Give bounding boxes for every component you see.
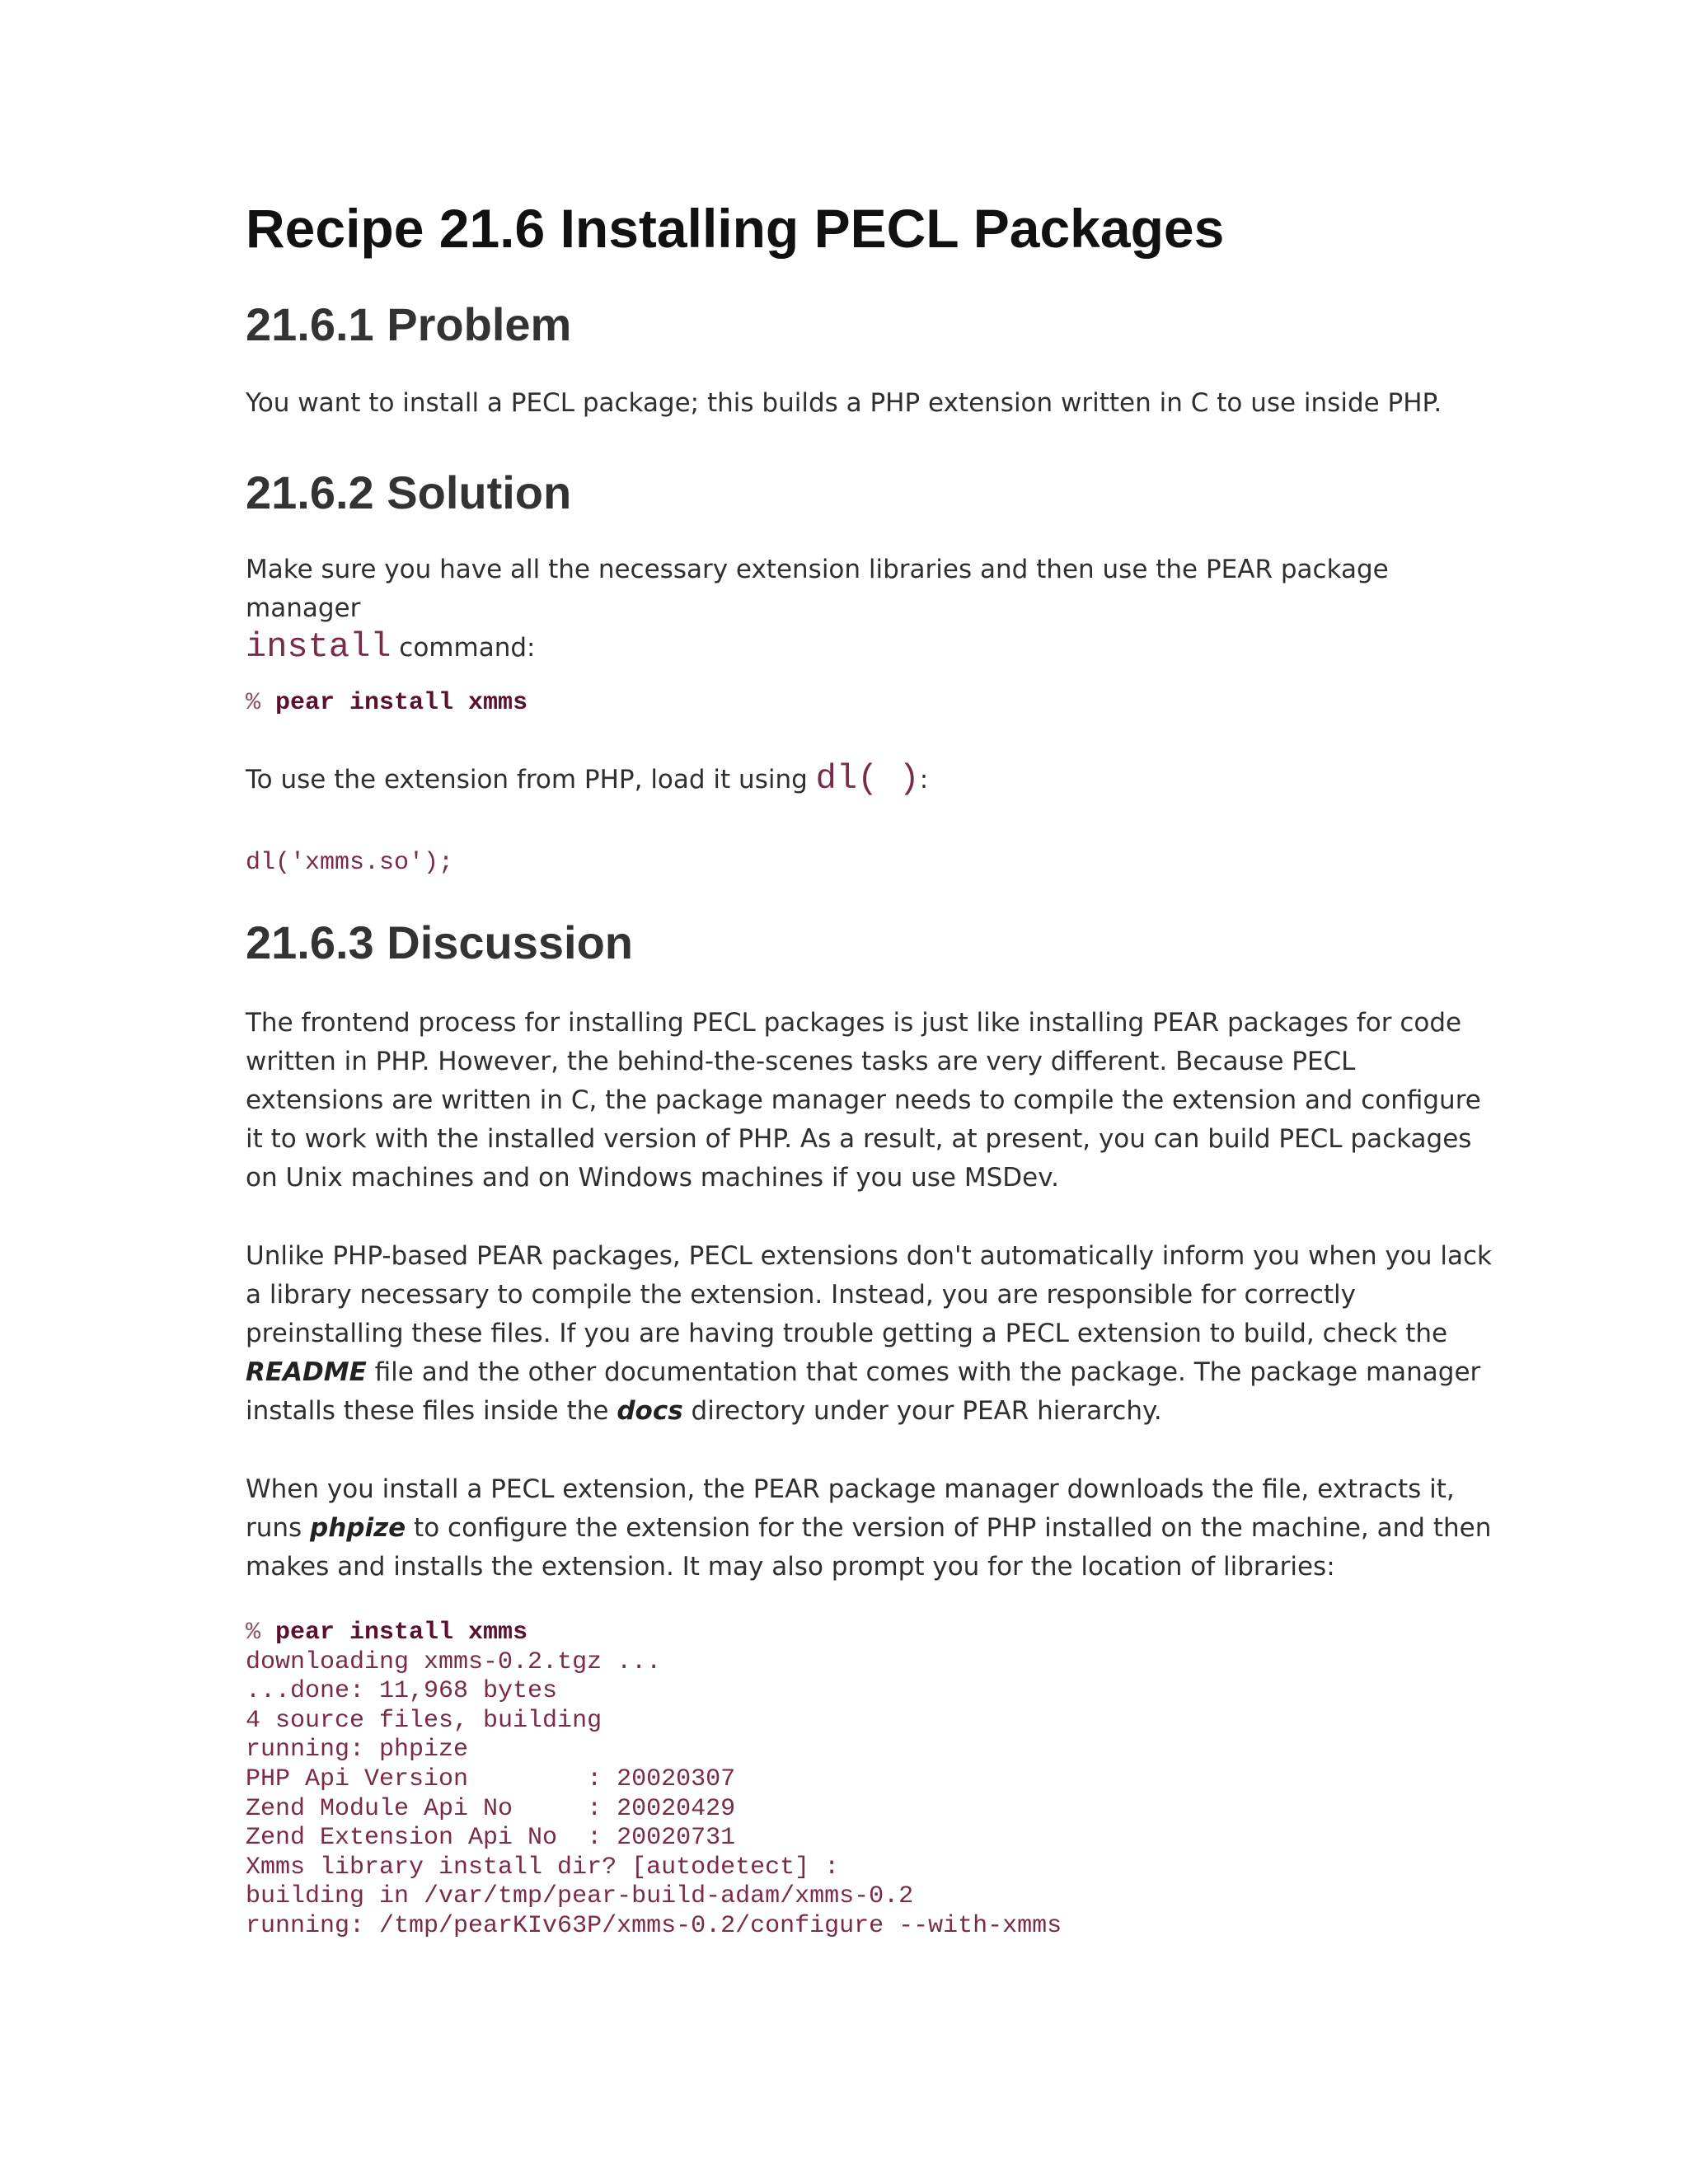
readme-filename: README [246,1357,367,1387]
code-block-dl: dl('xmms.so'); [246,849,454,877]
docs-directory: docs [617,1396,683,1426]
solution-p1-text: Make sure you have all the necessary extension libraries and then use the PEAR package manager [246,555,1389,623]
discussion-heading: 21.6.3 Discussion [246,916,634,968]
discussion-paragraph-1: The frontend process for installing PECL packages is just like installing PEAR packages for code written in PHP. However, the behind-the-scenes tasks are very different. Because PECL extensions are written in C, the package manager needs to compile the extension and configure it to work with the installed version of PHP. As a result, at present, you can build PECL packages on Unix machines and on Windows machines if you use MSDev. [246,1008,1481,1193]
problem-heading: 21.6.1 Problem [246,298,572,350]
solution-heading: 21.6.2 Solution [246,466,572,518]
page-title: Recipe 21.6 Installing PECL Packages [246,198,1225,259]
code-block-install [246,689,528,719]
problem-text: You want to install a PECL package; this builds a PHP extension written in C to use inside PHP. [246,388,1442,418]
inline-code-install: install [246,627,392,667]
discussion-p3-a: When you install a PECL extension, the PEAR package manager downloads the file, extracts it, runs [246,1474,1455,1543]
inline-code-dl: dl( ) [815,759,920,799]
discussion-p2-a: Unlike PHP-based PEAR packages, PECL extensions don't automatically inform you when you lack a library necessary to compile the extension. Instead, you are responsible for correctly preinstalling these files. If you are having trouble getting a PECL extension to build, check the [246,1241,1492,1348]
solution-p2-after: : [919,765,929,794]
shell-prompt: % [246,689,276,717]
solution-p2-text: To use the extension from PHP, load it using [246,765,816,794]
discussion-p2-c: directory under your PEAR hierarchy. [682,1396,1162,1426]
solution-paragraph-1 [246,551,1498,668]
shell-prompt: % [246,1619,276,1647]
discussion-p3-b: to configure the extension for the version of PHP installed on the machine, and then makes and installs the extension. It may also prompt you for the location of libraries: [246,1513,1492,1582]
discussion-paragraph-3 [246,1470,1498,1586]
discussion-paragraph-2 [246,1237,1498,1431]
discussion-p2-b: file and the other documentation that comes with the package. The package manager installs these files inside the [246,1357,1481,1426]
solution-p1-after: command: [391,633,536,663]
solution-paragraph-2 [246,760,1498,799]
code-block-install-output [246,1619,1062,1942]
shell-command: pear install xmms [275,689,528,717]
shell-output: downloading xmms-0.2.tgz ... ...done: 11,968 bytes 4 source files, building running: phpize PHP Api Version : 20020307 Zend Module Api No : 20020429 Zend Extension Api No : 20020731 Xmms library install dir? [autodetect] : building in /var/tmp/pear-build-adam/xmms-0.2 running: /tmp/pearKIv63P/xmms-0.2/configure --with-xmms [246,1647,1062,1940]
phpize-command: phpize [310,1513,406,1543]
shell-command: pear install xmms [275,1619,528,1647]
